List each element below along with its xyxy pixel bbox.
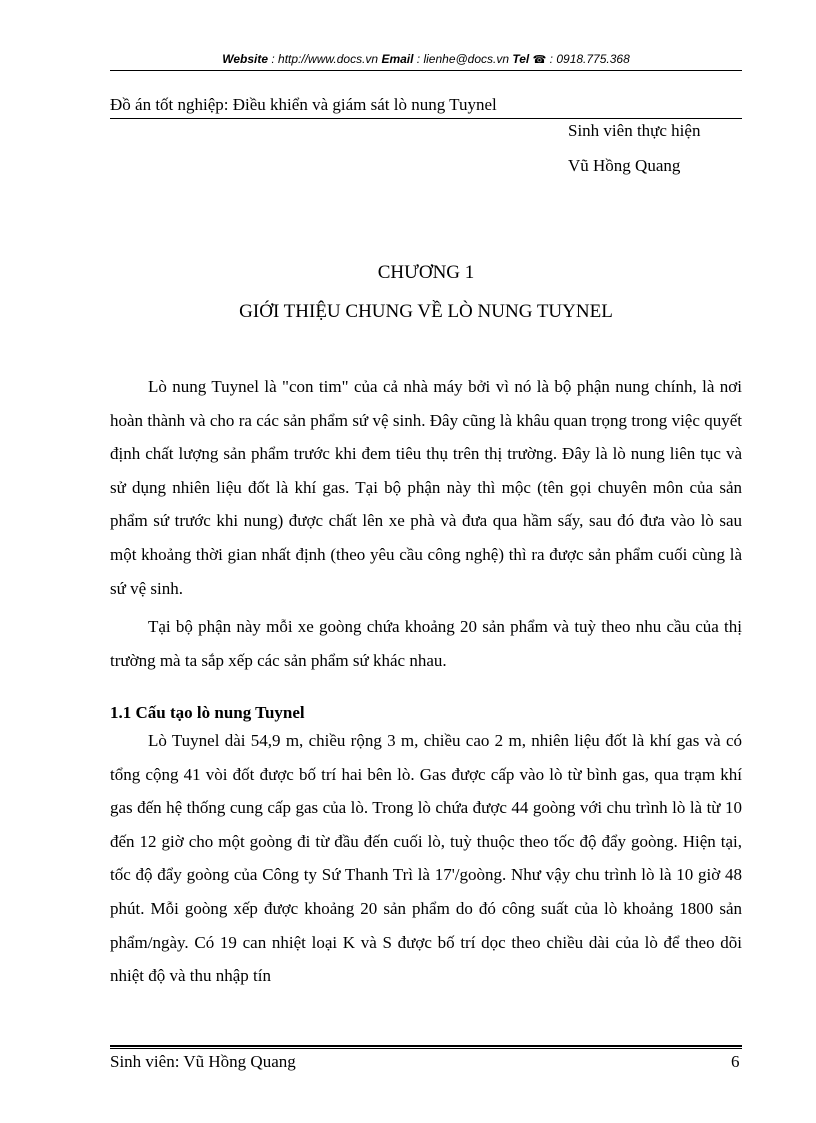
website-label: Website bbox=[222, 52, 269, 66]
phone-icon: ☎ bbox=[532, 54, 547, 66]
chapter-title: GIỚI THIỆU CHUNG VỀ LÒ NUNG TUYNEL bbox=[239, 301, 613, 322]
paragraph-intro: Lò nung Tuynel là "con tim" của cả nhà máy bởi vì nó là bộ phận nung chính, là nơi hoàn thành và cho ra các sản phẩm sứ vệ sinh. Đây cũng là khâu quan trọng trong việc quyết định chất lượng sản phẩm trước khi đem tiêu thụ trên thị trường. Đây là lò nung liên tục và sử dụng nhiên liệu đốt là khí gas. Tại bộ phận này thì mộc (tên gọi chuyên môn của sản phẩm sứ trước khi nung) được chất lên xe phà và đưa qua hầm sấy, sau đó đưa vào lò sau một khoảng thời gian nhất định (theo yêu cầu công nghệ) thì ra được sản phẩm cuối cùng là sứ vệ sinh. bbox=[110, 377, 742, 598]
page-number: 6 bbox=[731, 1052, 740, 1071]
paragraph-structure: Lò Tuynel dài 54,9 m, chiều rộng 3 m, chiều cao 2 m, nhiên liệu đốt là khí gas và có tổng cộng 41 vòi đốt được bố trí hai bên lò. Gas được cấp vào lò từ bình gas, qua trạm khí gas đến hệ thống cung cấp gas của lò. Trong lò chứa được 44 goòng với chu trình lò là từ 10 đến 12 giờ cho một goòng đi từ đầu đến cuối lò, tuỳ thuộc theo tốc độ đẩy goòng. Hiện tại, tốc độ đẩy goòng của Công ty Sứ Thanh Trì là 17'/goòng. Như vậy chu trình lò là 10 giờ 48 phút. Mỗi goòng xếp được khoảng 20 sản phẩm do đó công suất của lò khoảng 1800 sản phẩm/ngày. Có 19 can nhiệt loại K và S được bố trí dọc theo chiều dài của lò để theo dõi nhiệt độ và thu nhập tín bbox=[110, 731, 742, 986]
email-label: Email bbox=[381, 52, 414, 66]
tel-label: Tel bbox=[512, 52, 530, 66]
website-value[interactable]: : http://www.docs.vn bbox=[271, 52, 379, 66]
section-heading: 1.1 Cấu tạo lò nung Tuynel bbox=[110, 703, 305, 722]
author-role: Sinh viên thực hiện bbox=[568, 121, 701, 140]
footer-student: Sinh viên: Vũ Hồng Quang bbox=[110, 1052, 296, 1071]
document-title: Đồ án tốt nghiệp: Điều khiển và giám sát lò nung Tuynel bbox=[110, 94, 742, 119]
author-name: Vũ Hồng Quang bbox=[568, 156, 681, 175]
footer-divider bbox=[110, 1045, 742, 1047]
footer-divider-thin bbox=[110, 1048, 742, 1049]
email-value[interactable]: : lienhe@docs.vn bbox=[416, 52, 510, 66]
site-header bbox=[110, 52, 742, 71]
paragraph-goong: Tại bộ phận này mỗi xe goòng chứa khoảng 20 sản phẩm và tuỳ theo nhu cầu của thị trường mà ta sắp xếp các sản phẩm sứ khác nhau. bbox=[110, 617, 742, 670]
chapter-number: CHƯƠNG 1 bbox=[377, 262, 475, 283]
tel-value: : 0918.775.368 bbox=[549, 52, 630, 66]
